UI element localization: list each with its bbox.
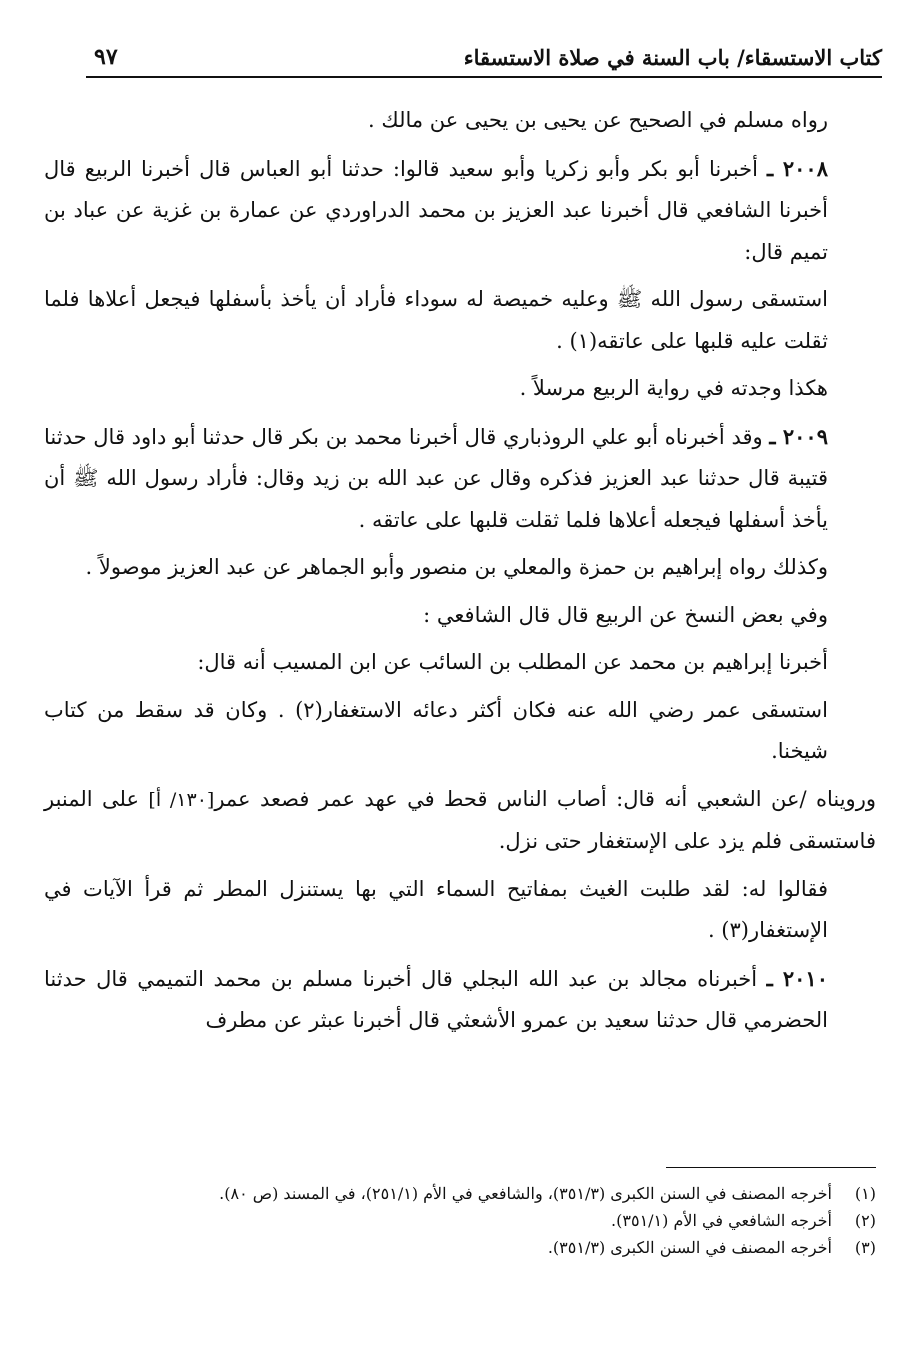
hadith-number: ٢٠٠٨ ـ — [767, 155, 828, 181]
paragraph-text: وفي بعض النسخ عن الربيع قال قال الشافعي : — [423, 602, 828, 627]
paragraph — [44, 779, 876, 863]
hadith-paragraph — [44, 148, 876, 274]
paragraph-text: رواه مسلم في الصحيح عن يحيى بن يحيى عن مالك . — [368, 108, 828, 132]
paragraph-text: وقد أخبرناه أبو علي الروذباري قال أخبرنا محمد بن بكر قال حدثنا أبو داود قال حدثنا قتيبة قال حدثنا عبد العزيز فذكره وقال عن عبد الله بن زيد وقال: فأراد رسول الله ﷺ أن يأخذ أسفلها فيجعله أعلاها فلما ثقلت قلبها على عاتقه . — [44, 424, 828, 532]
paragraph-text: أخبرنا إبراهيم بن محمد عن المطلب بن السائب عن ابن المسيب أنه قال: — [197, 650, 828, 674]
footnote-text: أخرجه المصنف في السنن الكبرى (٣٥١/٣). — [547, 1238, 832, 1257]
hadith-paragraph — [44, 416, 876, 542]
paragraph-text: فقالوا له: لقد طلبت الغيث بمفاتيح السماء التي بها يستنزل المطر ثم قرأ الآيات في الإستغفار(٣) . — [44, 876, 828, 942]
footnote-number: (٢) — [854, 1211, 876, 1230]
paragraph — [44, 368, 876, 410]
footnote-text: أخرجه الشافعي في الأم (٣٥١/١). — [611, 1211, 832, 1230]
hadith-paragraph — [44, 958, 876, 1042]
hadith-number: ٢٠٠٩ ـ — [769, 423, 828, 449]
paragraph — [44, 642, 876, 684]
paragraph-text-continued: على المنبر فاستسقى فلم يزد على الإستغفار حتى نزل. — [44, 786, 876, 853]
footnotes — [44, 1180, 876, 1261]
paragraph — [44, 869, 876, 952]
paragraph — [44, 547, 876, 589]
paragraph-text: أخبرنا أبو بكر وأبو زكريا وأبو سعيد قالوا: حدثنا أبو العباس قال أخبرنا الربيع قال أخبرنا الشافعي قال أخبرنا عبد العزيز بن محمد الدراوردي عن عمارة بن غزية عن عباد بن تميم قال: — [44, 156, 828, 264]
paragraph-text: استسقى رسول الله ﷺ وعليه خميصة له سوداء فأراد أن يأخذ بأسفلها فيجعل أعلاها فلما ثقلت عليه قلبها على عاتقه(١) . — [44, 287, 828, 353]
footnote — [44, 1180, 876, 1207]
paragraph-text: وكذلك رواه إبراهيم بن حمزة والمعلي بن منصور وأبو الجماهر عن عبد العزيز موصولاً . — [85, 555, 828, 579]
paragraph-text: استسقى عمر رضي الله عنه فكان أكثر دعائه الاستغفار(٢) . وكان قد سقط من كتاب شيخنا. — [44, 697, 828, 763]
hadith-number: ٢٠١٠ ـ — [766, 965, 828, 991]
running-title: كتاب الاستسقاء/ باب السنة في صلاة الاستسقاء — [463, 45, 882, 70]
footnote-number: (١) — [854, 1184, 876, 1203]
footnote — [44, 1234, 876, 1261]
manuscript-folio-ref: [١٣٠/ أ] — [148, 788, 215, 811]
paragraph — [44, 100, 876, 142]
footnote-number: (٣) — [854, 1238, 876, 1257]
footnote-divider — [666, 1167, 876, 1168]
page-number: ٩٧ — [94, 44, 118, 70]
page-header — [86, 38, 882, 78]
paragraph-text: ورويناه /عن الشعبي أنه قال: أصاب الناس قحط في عهد عمر فصعد عمر — [214, 786, 876, 811]
paragraph-text: هكذا وجدته في رواية الربيع مرسلاً . — [519, 376, 828, 400]
footnote-text: أخرجه المصنف في السنن الكبرى (٣٥١/٣)، والشافعي في الأم (٢٥١/١)، في المسند (ص ٨٠). — [219, 1184, 832, 1203]
main-text — [44, 100, 876, 1048]
paragraph — [44, 279, 876, 362]
paragraph-text: أخبرناه مجالد بن عبد الله البجلي قال أخبرنا مسلم بن محمد التميمي قال حدثنا الحضرمي قال حدثنا سعيد بن عمرو الأشعثي قال أخبرنا عبثر عن مطرف — [44, 966, 828, 1032]
paragraph — [44, 595, 876, 637]
paragraph — [44, 690, 876, 773]
footnote — [44, 1207, 876, 1234]
